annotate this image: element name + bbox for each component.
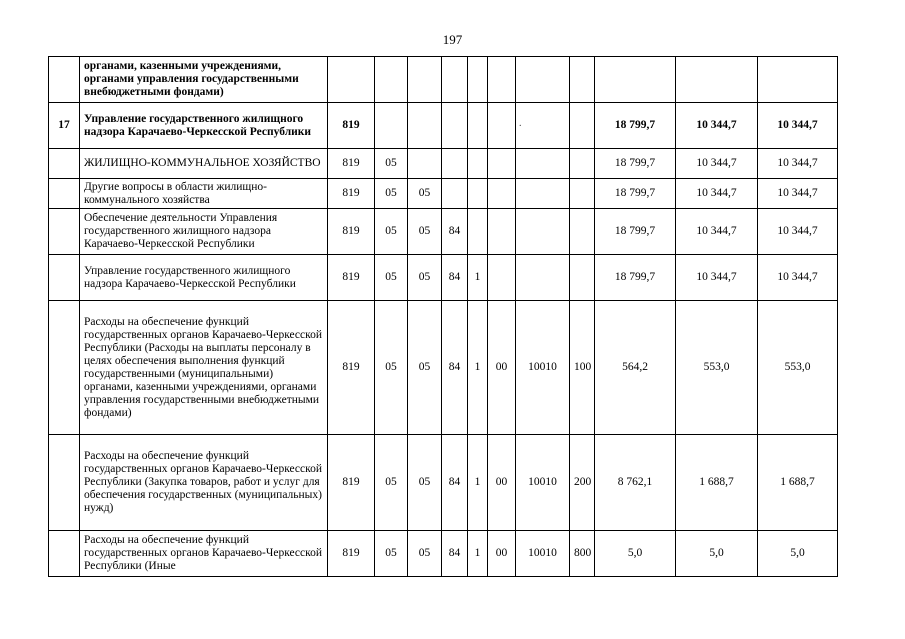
row-program: 84 — [442, 255, 468, 301]
table-row — [49, 209, 838, 255]
row-csr — [516, 103, 570, 149]
row-sum-1: 18 799,7 — [595, 179, 676, 209]
row-program — [442, 57, 468, 103]
row-name: Другие вопросы в области жилищно-коммунального хозяйства — [80, 179, 328, 209]
row-name: Обеспечение деятельности Управления государственного жилищного надзора Карачаево-Черкесской Республики — [80, 209, 328, 255]
row-pr: 05 — [408, 179, 442, 209]
row-csr: 10010 — [516, 531, 570, 577]
row-direction — [488, 209, 516, 255]
row-number — [49, 179, 80, 209]
row-vr — [570, 149, 595, 179]
row-subprogram: 1 — [468, 435, 488, 531]
row-program — [442, 149, 468, 179]
row-pr: 05 — [408, 301, 442, 435]
row-sum-3: 10 344,7 — [758, 209, 838, 255]
row-sum-3: 5,0 — [758, 531, 838, 577]
row-subprogram: 1 — [468, 255, 488, 301]
row-number — [49, 531, 80, 577]
row-ved: 819 — [328, 301, 375, 435]
row-subprogram — [468, 209, 488, 255]
row-number — [49, 209, 80, 255]
row-csr — [516, 255, 570, 301]
row-csr — [516, 57, 570, 103]
row-rz: 05 — [375, 209, 408, 255]
row-sum-2: 553,0 — [676, 301, 758, 435]
row-direction — [488, 179, 516, 209]
row-pr — [408, 103, 442, 149]
row-rz: 05 — [375, 435, 408, 531]
row-name: Расходы на обеспечение функций государственных органов Карачаево-Черкесской Республики (Иные — [80, 531, 328, 577]
row-direction — [488, 57, 516, 103]
row-subprogram: 1 — [468, 531, 488, 577]
table-row — [49, 531, 838, 577]
table-row — [49, 103, 838, 149]
row-sum-1: 18 799,7 — [595, 149, 676, 179]
row-sum-2: 10 344,7 — [676, 179, 758, 209]
row-pr: 05 — [408, 209, 442, 255]
row-name: органами, казенными учреждениями, органами управления государственными внебюджетными фондами) — [80, 57, 328, 103]
row-vr — [570, 103, 595, 149]
row-subprogram — [468, 149, 488, 179]
row-sum-2 — [676, 57, 758, 103]
row-subprogram — [468, 103, 488, 149]
row-ved: 819 — [328, 149, 375, 179]
row-sum-3: 10 344,7 — [758, 179, 838, 209]
row-rz — [375, 103, 408, 149]
row-program — [442, 179, 468, 209]
row-rz — [375, 57, 408, 103]
row-sum-3 — [758, 57, 838, 103]
row-name: Управление государственного жилищного надзора Карачаево-Черкесской Республики — [80, 103, 328, 149]
row-name: Расходы на обеспечение функций государственных органов Карачаево-Черкесской Республики (Закупка товаров, работ и услуг для обеспечения государственных (муниципальных) нужд) — [80, 435, 328, 531]
row-sum-3: 1 688,7 — [758, 435, 838, 531]
row-direction: 00 — [488, 435, 516, 531]
row-pr — [408, 57, 442, 103]
row-number — [49, 255, 80, 301]
row-pr — [408, 149, 442, 179]
row-program: 84 — [442, 531, 468, 577]
row-pr: 05 — [408, 435, 442, 531]
row-vr: 100 — [570, 301, 595, 435]
row-ved — [328, 57, 375, 103]
row-sum-1 — [595, 57, 676, 103]
row-sum-2: 10 344,7 — [676, 103, 758, 149]
row-number — [49, 149, 80, 179]
row-sum-3: 553,0 — [758, 301, 838, 435]
row-vr: 800 — [570, 531, 595, 577]
table-row — [49, 179, 838, 209]
row-name: ЖИЛИЩНО-КОММУНАЛЬНОЕ ХОЗЯЙСТВО — [80, 149, 328, 179]
row-direction: 00 — [488, 531, 516, 577]
row-vr: 200 — [570, 435, 595, 531]
row-ved: 819 — [328, 209, 375, 255]
row-csr — [516, 209, 570, 255]
row-rz: 05 — [375, 531, 408, 577]
row-sum-2: 5,0 — [676, 531, 758, 577]
row-name: Управление государственного жилищного надзора Карачаево-Черкесской Республики — [80, 255, 328, 301]
page-number: 197 — [442, 32, 463, 47]
row-csr: 10010 — [516, 435, 570, 531]
row-rz: 05 — [375, 255, 408, 301]
row-program: 84 — [442, 209, 468, 255]
row-sum-2: 10 344,7 — [676, 149, 758, 179]
row-sum-2: 10 344,7 — [676, 209, 758, 255]
row-program: 84 — [442, 301, 468, 435]
budget-table — [48, 56, 838, 577]
table-row — [49, 301, 838, 435]
row-name: Расходы на обеспечение функций государственных органов Карачаево-Черкесской Республики (Расходы на выплаты персоналу в целях обеспечения выполнения функций государственными (муниципальными) органами, казенными учреждениями, органами управления государственными внебюджетными фондами) — [80, 301, 328, 435]
row-ved: 819 — [328, 435, 375, 531]
row-number — [49, 301, 80, 435]
row-sum-1: 18 799,7 — [595, 255, 676, 301]
row-direction — [488, 149, 516, 179]
row-ved: 819 — [328, 255, 375, 301]
row-subprogram: 1 — [468, 301, 488, 435]
row-sum-3: 10 344,7 — [758, 103, 838, 149]
row-direction — [488, 103, 516, 149]
row-sum-1: 564,2 — [595, 301, 676, 435]
table-row — [49, 57, 838, 103]
row-ved: 819 — [328, 531, 375, 577]
row-vr — [570, 57, 595, 103]
row-sum-2: 1 688,7 — [676, 435, 758, 531]
row-vr — [570, 179, 595, 209]
row-direction — [488, 255, 516, 301]
row-sum-1: 8 762,1 — [595, 435, 676, 531]
row-subprogram — [468, 57, 488, 103]
row-program: 84 — [442, 435, 468, 531]
row-ved: 819 — [328, 179, 375, 209]
table-row — [49, 255, 838, 301]
table-row — [49, 435, 838, 531]
row-rz: 05 — [375, 179, 408, 209]
row-ved: 819 — [328, 103, 375, 149]
row-sum-1: 18 799,7 — [595, 209, 676, 255]
row-csr — [516, 179, 570, 209]
row-subprogram — [468, 179, 488, 209]
row-sum-1: 5,0 — [595, 531, 676, 577]
row-program — [442, 103, 468, 149]
row-csr — [516, 149, 570, 179]
row-vr — [570, 209, 595, 255]
row-sum-1: 18 799,7 — [595, 103, 676, 149]
row-csr: 10010 — [516, 301, 570, 435]
row-sum-3: 10 344,7 — [758, 149, 838, 179]
row-direction: 00 — [488, 301, 516, 435]
row-pr: 05 — [408, 531, 442, 577]
row-sum-2: 10 344,7 — [676, 255, 758, 301]
row-sum-3: 10 344,7 — [758, 255, 838, 301]
row-vr — [570, 255, 595, 301]
row-rz: 05 — [375, 149, 408, 179]
row-number: 17 — [49, 103, 80, 149]
row-number — [49, 57, 80, 103]
row-rz: 05 — [375, 301, 408, 435]
table-row — [49, 149, 838, 179]
scan-mark: . — [519, 118, 522, 129]
row-number — [49, 435, 80, 531]
row-pr: 05 — [408, 255, 442, 301]
